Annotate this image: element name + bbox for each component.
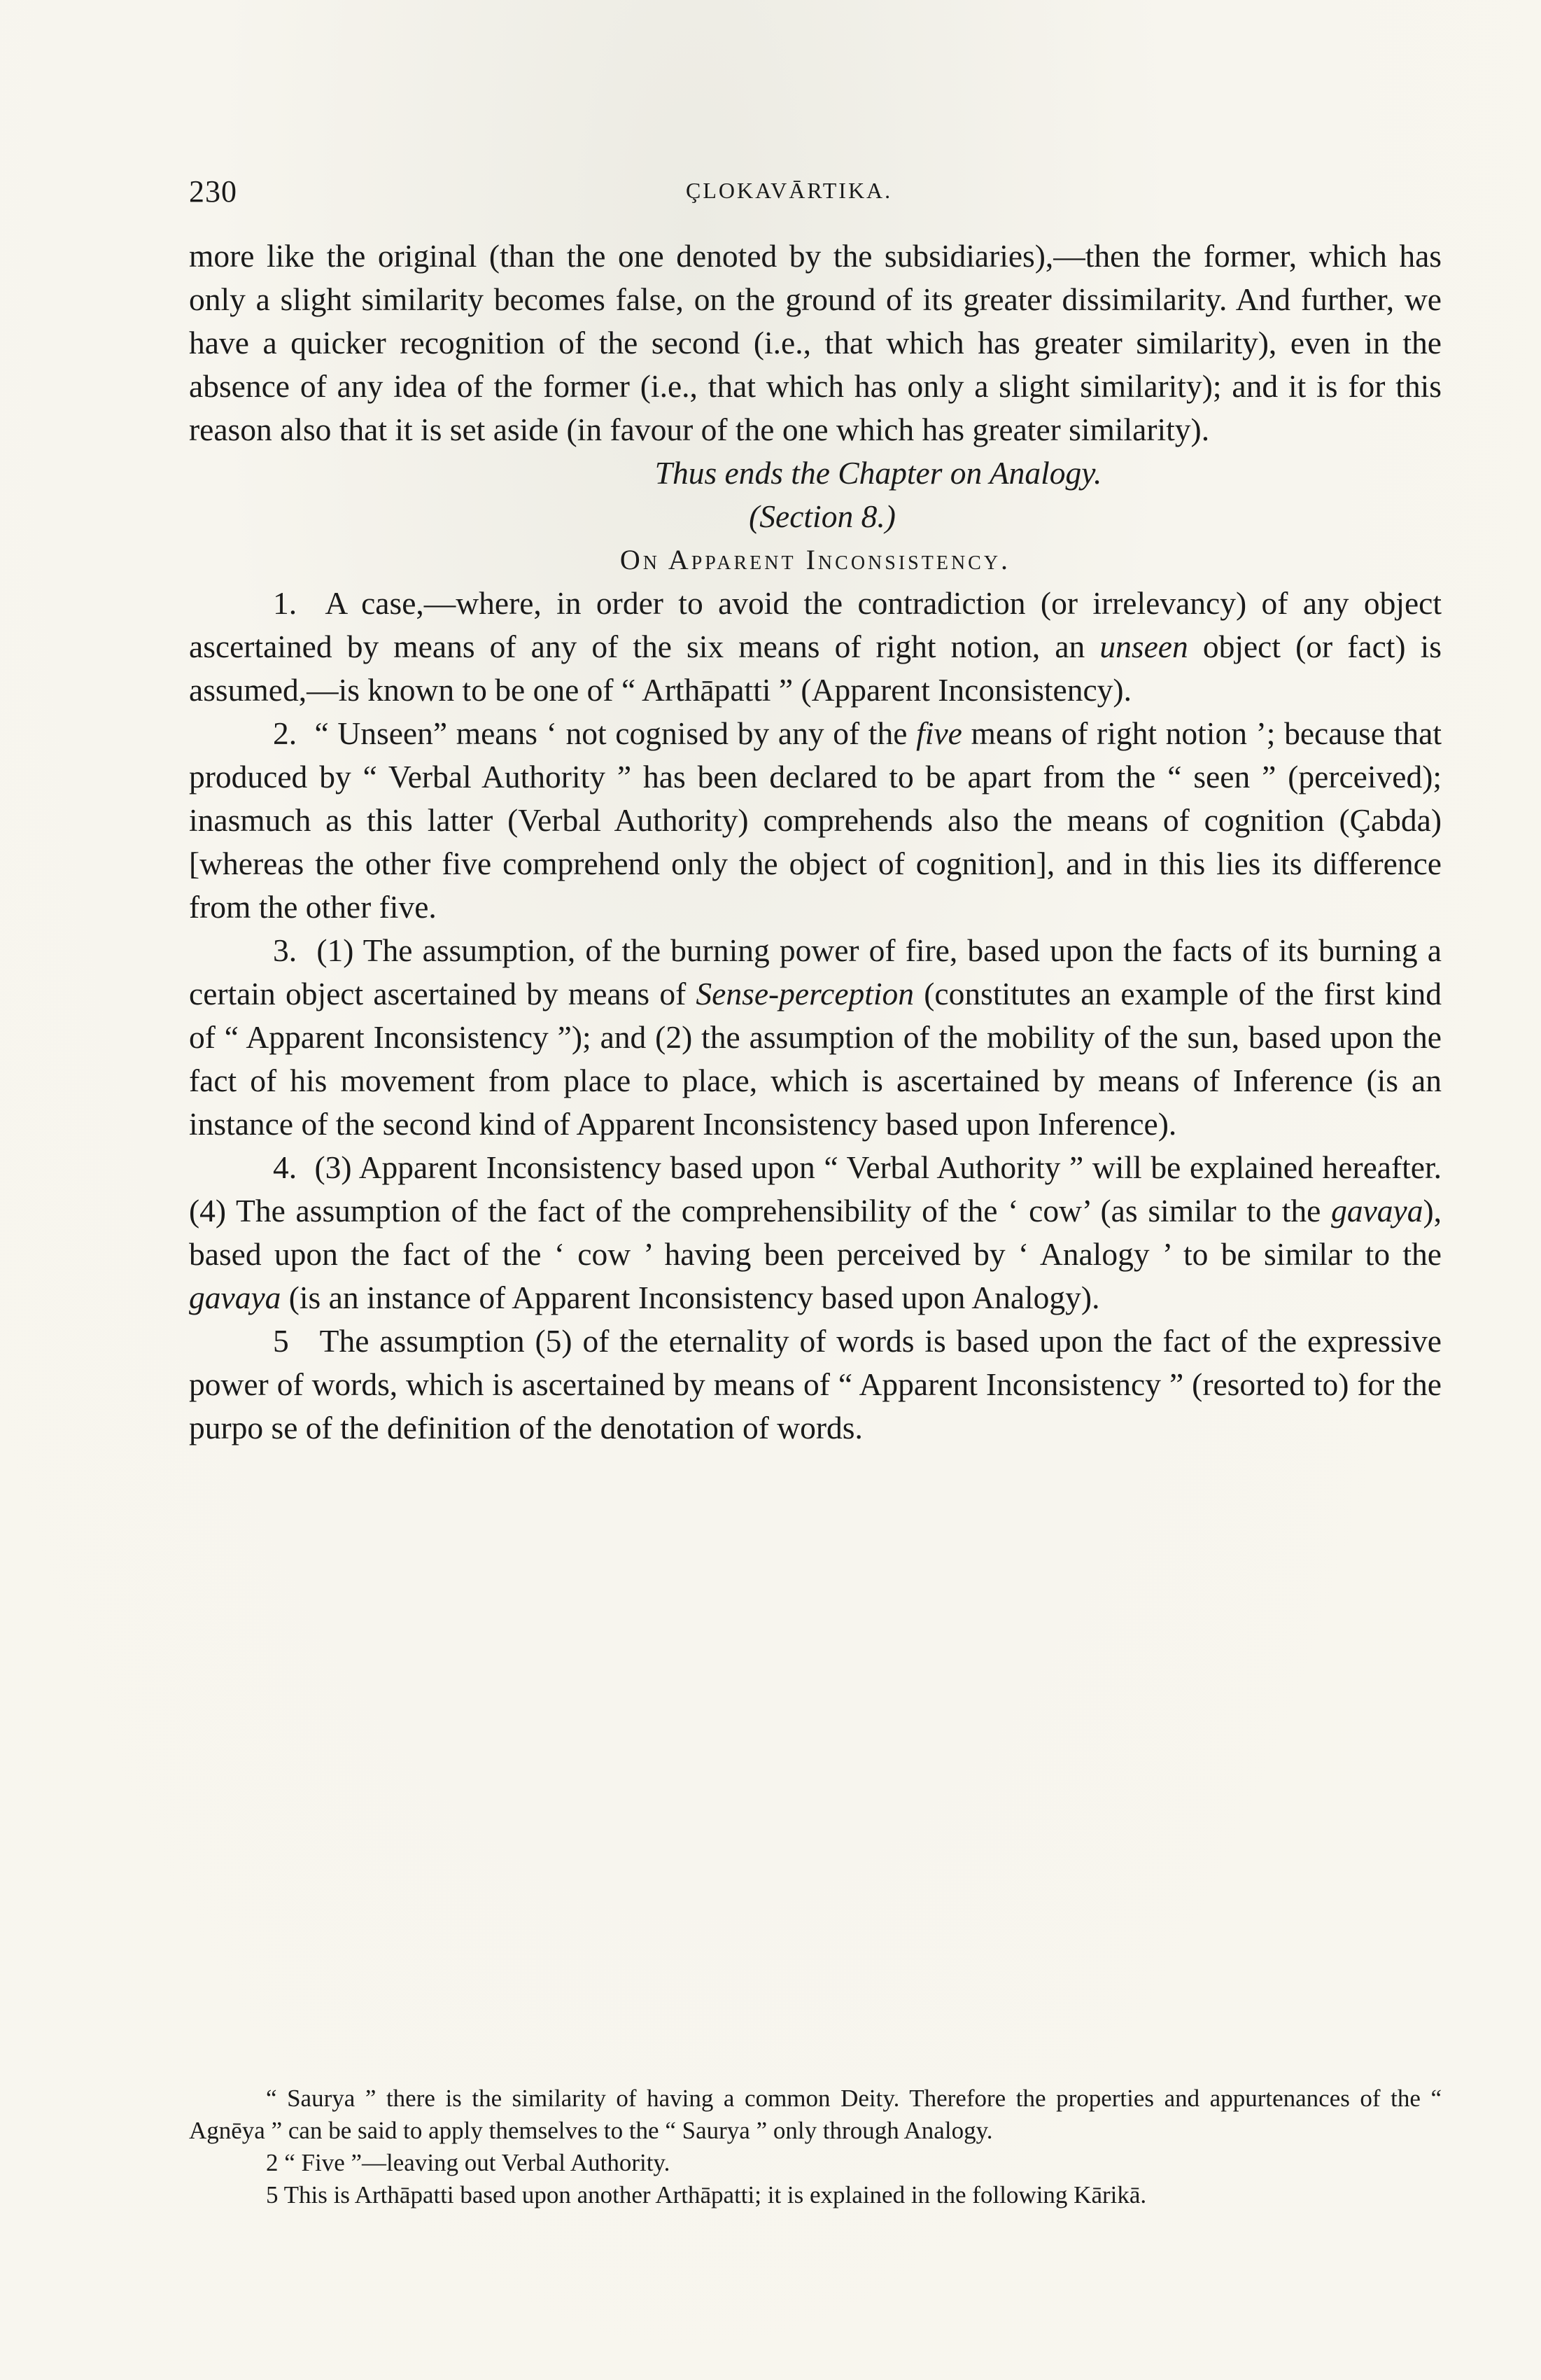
verse-1-number: 1. bbox=[273, 585, 297, 621]
verse-1-text-a: A case,—where, in order to avoid the contradiction (or irrelevancy) of any object ascertained by means of any of the six means of right notion, an bbox=[189, 585, 1442, 664]
continuation-paragraph: more like the original (than the one denoted by the subsidiaries),—then the former, which has only a slight similarity becomes false, on the ground of its greater dissimilarity. And further, we have a quicker recognition of the second (i.e., that which has greater similarity), even in the absence of any idea of the former (i.e., that which has only a slight similarity); and it is for this reason also that it is set aside (in favour of the one which has greater similarity). bbox=[189, 238, 1442, 447]
verse-3-emphasis: Sense-perception bbox=[696, 976, 915, 1011]
verse-4-emphasis-2: gavaya bbox=[189, 1280, 281, 1315]
verse-2-text-b: means of right notion ’; because that produced by “ Verbal Authority ” has been declared to be apart from the “ seen ” (perceived); inasmuch as this latter (Verbal Authority) comprehends also the means of cognition (Çabda) [whereas the other five comprehend only the object of cognition], and in this lies its difference from the other five. bbox=[189, 715, 1442, 925]
page-number: 230 bbox=[189, 174, 237, 209]
verse-2 bbox=[189, 712, 1442, 929]
section-title bbox=[189, 538, 1442, 582]
verse-1-text-b: object (or fact) is assumed,—is known to be one of “ Arthāpatti ” (Apparent Inconsistency). bbox=[189, 629, 1442, 708]
verse-4-text-b: ), based upon the fact of the ‘ cow ’ having been perceived by ‘ Analogy ’ to be similar to the bbox=[189, 1193, 1442, 1272]
running-title: ÇLOKAVĀRTIKA. bbox=[686, 178, 893, 203]
verse-2-number: 2. bbox=[273, 715, 297, 751]
verse-3-number: 3. bbox=[273, 932, 297, 968]
footnotes bbox=[189, 2082, 1442, 2211]
verse-4-emphasis: gavaya bbox=[1331, 1193, 1423, 1228]
section-title-text: On Apparent Inconsistency. bbox=[619, 544, 1011, 575]
verse-2-emphasis: five bbox=[916, 715, 962, 751]
verse-3-text-a: (1) The assumption, of the burning power of fire, based upon the facts of its burning a certain object ascertained by means of bbox=[189, 932, 1442, 1011]
chapter-end-line: Thus ends the Chapter on Analogy. bbox=[654, 455, 1102, 491]
verse-5-number: 5 bbox=[273, 1323, 289, 1359]
verse-3 bbox=[189, 929, 1442, 1146]
verse-2-text-a: “ Unseen” means ‘ not cognised by any of the bbox=[314, 715, 917, 751]
verse-4 bbox=[189, 1146, 1442, 1320]
verse-1 bbox=[189, 582, 1442, 712]
verse-3-text-b: (constitutes an example of the first kind of “ Apparent Inconsistency ”); and (2) the assumption of the mobility of the sun, based upon the fact of his movement from place to place, which is ascertained by means of Inference (is an instance of the second kind of Apparent Inconsistency based upon Inference). bbox=[189, 976, 1442, 1142]
verse-4-number: 4. bbox=[273, 1149, 297, 1185]
verse-1-emphasis: unseen bbox=[1099, 629, 1188, 664]
verse-5 bbox=[189, 1320, 1442, 1450]
section-label: (Section 8.) bbox=[749, 498, 896, 534]
footnote-saurya: “ Saurya ” there is the similarity of having a common Deity. Therefore the properties and appurtenances of the “ Agnēya ” can be said to apply themselves to the “ Saurya ” only through Analogy. bbox=[189, 2085, 1442, 2144]
footnote-2: 2 “ Five ”—leaving out Verbal Authority. bbox=[266, 2149, 670, 2176]
verse-4-text-c: (is an instance of Apparent Inconsistency based upon Analogy). bbox=[281, 1280, 1100, 1315]
footnote-5: 5 This is Arthāpatti based upon another Arthāpatti; it is explained in the following Kārikā. bbox=[266, 2181, 1147, 2208]
main-text bbox=[189, 234, 1442, 1450]
verse-5-text: The assumption (5) of the eternality of words is based upon the fact of the expressive power of words, which is ascertained by means of “ Apparent Inconsistency ” (resorted to) for the purpo se of the definition of the denotation of words. bbox=[189, 1323, 1442, 1446]
verse-4-text-a: (3) Apparent Inconsistency based upon “ Verbal Authority ” will be explained hereafter. (4) The assumption of the fact of the comprehensibility of the ‘ cow’ (as similar to the bbox=[189, 1149, 1442, 1228]
